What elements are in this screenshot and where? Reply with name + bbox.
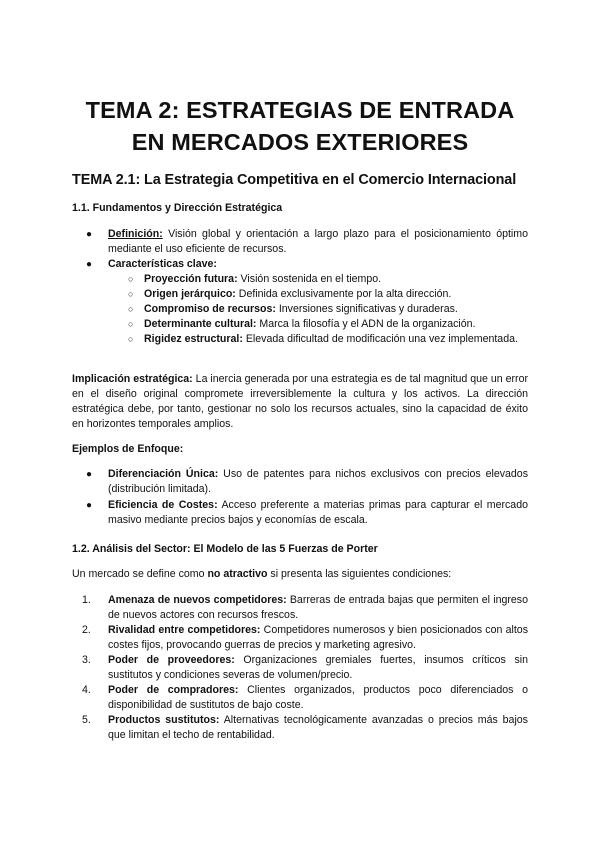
ejemplos-heading: Ejemplos de Enfoque:	[72, 443, 184, 455]
ejemplo-text: Uso de patentes para nichos exclusivos con precios elevados (distribución limitada).	[108, 468, 528, 495]
caracteristica-text: Elevada dificultad de modificación una vez implementada.	[242, 333, 518, 345]
caracteristica-label: Compromiso de recursos:	[144, 303, 276, 315]
caracteristica-text: Marca la filosofía y el ADN de la organización.	[256, 318, 476, 330]
porter-label: Amenaza de nuevos competidores:	[108, 594, 287, 606]
porter-item	[72, 623, 528, 653]
caracteristica-item	[72, 272, 528, 287]
porter-text: Competidores numerosos y bien posicionados con altos costes fijos, provocando guerras de precios y marketing agresivo.	[108, 624, 528, 651]
list-item-caracteristicas	[72, 257, 528, 272]
circle-bullet-icon: ○	[128, 289, 134, 299]
caracteristica-text: Definida exclusivamente por la alta dirección.	[235, 288, 452, 300]
ejemplo-label: Diferenciación Única:	[108, 468, 219, 480]
caracteristicas-sublist	[72, 272, 528, 347]
caracteristicas-label: Características clave:	[108, 258, 217, 270]
caracteristica-label: Origen jerárquico:	[144, 288, 236, 300]
porter-forces-list	[72, 593, 528, 743]
porter-intro	[72, 567, 528, 582]
ejemplo-item	[72, 498, 528, 528]
ejemplos-list	[72, 467, 528, 529]
item-number: 5.	[82, 714, 91, 726]
caracteristica-item	[72, 287, 528, 302]
porter-text: Barreras de entrada bajas que permiten el ingreso de nuevos actores con recursos frescos.	[108, 594, 528, 621]
porter-item	[72, 713, 528, 743]
porter-label: Rivalidad entre competidores:	[108, 624, 261, 636]
caracteristica-item	[72, 302, 528, 317]
bullet-icon: ●	[86, 500, 93, 511]
definicion-text: Visión global y orientación a largo plazo para el posicionamiento óptimo mediante el uso eficiente de recursos.	[108, 228, 528, 255]
item-number: 3.	[82, 654, 91, 666]
ejemplo-item	[72, 467, 528, 497]
ejemplo-text: Acceso preferente a materias primas para capturar el mercado masivo mediante precios bajos y economías de escala.	[108, 499, 528, 526]
porter-text: Clientes organizados, productos poco diferenciados o disponibilidad de sustitutos de bajo coste.	[108, 684, 528, 711]
circle-bullet-icon: ○	[128, 304, 134, 314]
section-subtitle: TEMA 2.1: La Estrategia Competitiva en el Comercio Internacional	[72, 172, 517, 188]
fundamentos-list	[72, 227, 528, 347]
bullet-icon: ●	[86, 259, 93, 270]
heading-1-2: 1.2. Análisis del Sector: El Modelo de las 5 Fuerzas de Porter	[72, 543, 378, 555]
intro-emphasis: no atractivo	[207, 568, 268, 580]
porter-text: Organizaciones gremiales fuertes, insumos críticos sin sustitutos y condiciones severas de volumen/precio.	[108, 654, 529, 681]
title-line-1: TEMA 2: ESTRATEGIAS DE ENTRADA	[85, 97, 515, 123]
list-item-definicion	[72, 227, 528, 257]
caracteristica-label: Rigidez estructural:	[144, 333, 243, 345]
porter-text: Alternativas tecnológicamente avanzadas o precios más bajos que limitan el techo de rentabilidad.	[108, 714, 528, 741]
porter-item	[72, 593, 528, 623]
item-number: 2.	[82, 624, 91, 636]
porter-item	[72, 653, 528, 683]
heading-1-1: 1.1. Fundamentos y Dirección Estratégica	[72, 202, 283, 214]
circle-bullet-icon: ○	[128, 319, 134, 329]
ejemplo-label: Eficiencia de Costes:	[108, 499, 218, 511]
implicacion-label: Implicación estratégica:	[72, 373, 193, 385]
circle-bullet-icon: ○	[128, 334, 134, 344]
bullet-icon: ●	[86, 469, 93, 480]
title-line-2: EN MERCADOS EXTERIORES	[131, 129, 469, 155]
porter-label: Productos sustitutos:	[108, 714, 220, 726]
implicacion-paragraph	[72, 372, 528, 432]
bullet-icon: ●	[86, 229, 93, 240]
porter-item	[72, 683, 528, 713]
definicion-label: Definición:	[108, 228, 163, 240]
porter-label: Poder de compradores:	[108, 684, 239, 696]
caracteristica-label: Proyección futura:	[144, 273, 238, 285]
item-number: 4.	[82, 684, 91, 696]
intro-text-a: Un mercado se define como	[72, 568, 208, 580]
porter-label: Poder de proveedores:	[108, 654, 235, 666]
caracteristica-item	[72, 332, 528, 347]
item-number: 1.	[82, 594, 91, 606]
caracteristica-label: Determinante cultural:	[144, 318, 257, 330]
caracteristica-text: Visión sostenida en el tiempo.	[237, 273, 382, 285]
implicacion-text: La inercia generada por una estrategia es de tal magnitud que un error en el diseño original compromete irreversiblemente la cultura y los activos. La dirección estratégica debe, por tanto, gestionar no solo los recursos actuales, sino la capacidad de éxito en horizontes temporales amplios.	[72, 373, 528, 430]
intro-text-c: si presenta las siguientes condiciones:	[267, 568, 452, 580]
circle-bullet-icon: ○	[128, 274, 134, 284]
page-title	[72, 94, 528, 158]
caracteristica-text: Inversiones significativas y duraderas.	[275, 303, 458, 315]
caracteristica-item	[72, 317, 528, 332]
